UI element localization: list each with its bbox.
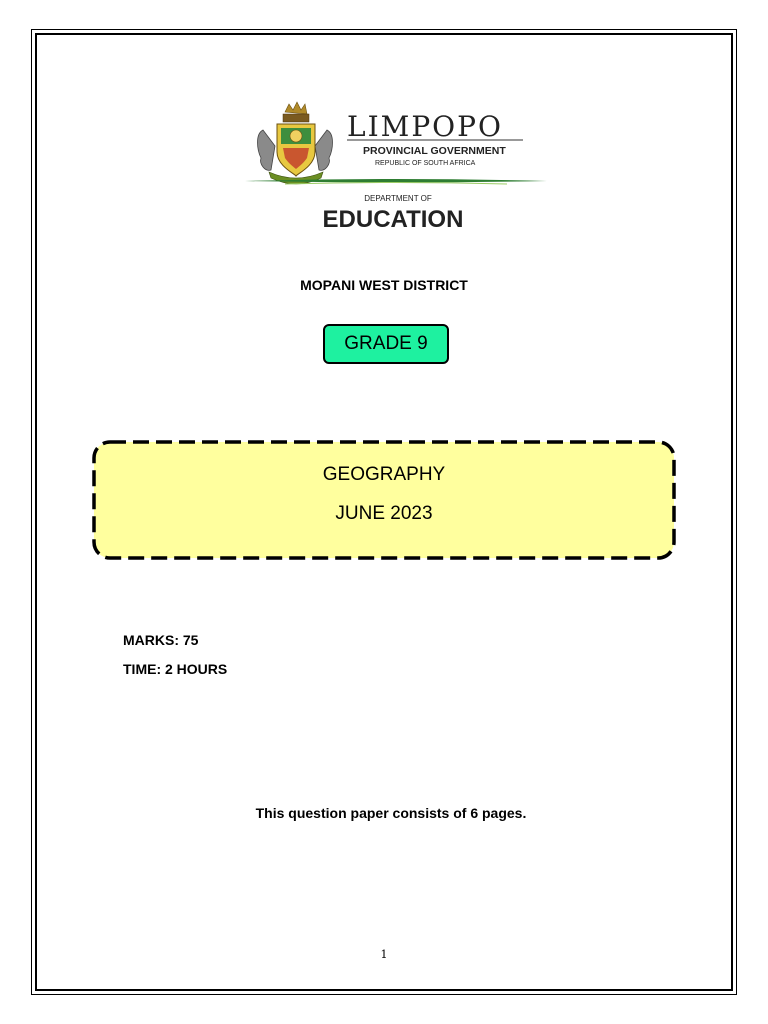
subject-panel — [90, 438, 678, 562]
svg-text:PROVINCIAL GOVERNMENT: PROVINCIAL GOVERNMENT — [363, 145, 506, 157]
subject-name: GEOGRAPHY — [322, 464, 446, 485]
time-allowed: TIME: 2 HOURS — [123, 661, 228, 677]
svg-text:EDUCATION: EDUCATION — [322, 206, 464, 233]
svg-text:REPUBLIC OF SOUTH AFRICA: REPUBLIC OF SOUTH AFRICA — [375, 160, 476, 167]
exam-session: JUNE 2023 — [335, 503, 433, 524]
coat-of-arms-icon — [258, 102, 333, 184]
limpopo-education-logo — [245, 100, 550, 240]
district-name: MOPANI WEST DISTRICT — [300, 277, 468, 293]
marks-total: MARKS: 75 — [123, 632, 199, 648]
grade-label: GRADE 9 — [344, 333, 428, 354]
svg-text:LIMPOPO: LIMPOPO — [347, 110, 503, 143]
svg-text:DEPARTMENT OF: DEPARTMENT OF — [364, 194, 432, 203]
page-count-note: This question paper consists of 6 pages. — [255, 805, 527, 821]
grade-badge — [323, 324, 449, 364]
page-number: 1 — [380, 948, 388, 961]
